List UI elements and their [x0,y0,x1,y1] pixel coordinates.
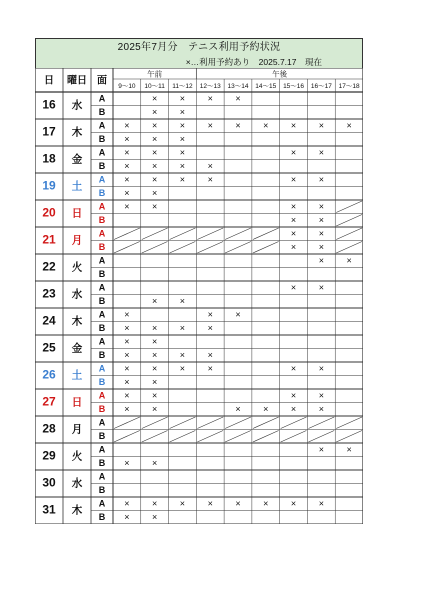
unavailable-hatch [336,431,362,443]
court-B: B [98,296,106,307]
court-A: A [98,336,106,347]
reserved-mark: × [290,120,297,131]
reserved-mark: × [124,458,130,469]
reserved-mark: × [207,161,213,172]
day-number-16: 16 [42,97,56,112]
day-number-20: 20 [42,205,56,220]
unavailable-hatch [225,242,251,254]
weekday-19: 土 [71,180,83,193]
day-number-25: 25 [42,340,56,355]
reserved-mark: × [318,282,324,293]
reserved-mark: × [290,228,297,239]
header-slot-5: 14～15 [255,83,277,91]
unavailable-hatch [197,417,223,429]
reserved-mark: × [152,296,158,307]
reserved-mark: × [318,174,324,185]
unavailable-hatch [142,417,168,429]
court-B: B [98,377,106,388]
court-A: A [98,120,106,131]
court-A: A [98,201,106,212]
reserved-mark: × [124,188,130,199]
reserved-mark: × [152,404,158,415]
reserved-mark: × [318,363,324,374]
court-B: B [98,431,106,442]
header-weekday: 曜日 [67,75,87,87]
reserved-mark: × [290,498,297,509]
header-slot-1: 10～11 [144,83,165,91]
reserved-mark: × [318,444,324,455]
reserved-mark: × [290,147,297,158]
unavailable-hatch [308,431,334,443]
day-number-17: 17 [42,124,56,139]
reserved-mark: × [207,93,213,104]
reserved-mark: × [318,498,324,509]
weekday-31: 木 [71,504,83,517]
court-A: A [98,309,106,320]
court-B: B [98,512,106,523]
court-B: B [98,161,106,172]
header-am: 午前 [147,69,163,79]
day-number-28: 28 [42,421,56,436]
reserved-mark: × [318,120,324,131]
weekday-28: 月 [71,423,83,436]
reserved-mark: × [152,161,158,172]
reserved-mark: × [124,120,130,131]
unavailable-hatch [336,201,362,213]
reserved-mark: × [290,390,297,401]
reserved-mark: × [290,201,297,212]
day-number-27: 27 [42,394,56,409]
unavailable-hatch [142,431,168,443]
unavailable-hatch [336,417,362,429]
reserved-mark: × [179,147,186,158]
court-B: B [98,134,106,145]
court-A: A [98,390,106,401]
unavailable-hatch [197,228,223,240]
unavailable-hatch [253,242,279,254]
day-number-23: 23 [42,286,56,301]
reserved-mark: × [179,174,186,185]
weekday-22: 火 [71,261,83,274]
reserved-mark: × [207,174,213,185]
unavailable-hatch [336,242,362,254]
court-A: A [98,174,106,185]
reserved-mark: × [124,134,130,145]
unavailable-hatch [170,417,196,429]
reserved-mark: × [152,323,158,334]
court-A: A [98,228,106,239]
reserved-mark: × [179,323,186,334]
reserved-mark: × [179,363,186,374]
reserved-mark: × [318,215,324,226]
reserved-mark: × [152,498,158,509]
court-B: B [98,215,106,226]
unavailable-hatch [142,242,168,254]
court-A: A [98,498,106,509]
reserved-mark: × [207,350,213,361]
reserved-mark: × [179,107,186,118]
day-number-30: 30 [42,475,56,490]
legend-note: ×…利用予約あり 2025.7.17 現在 [35,56,363,68]
reserved-mark: × [179,120,186,131]
reserved-mark: × [179,161,186,172]
day-number-31: 31 [42,502,56,517]
reserved-mark: × [124,350,130,361]
reserved-mark: × [152,512,158,523]
reserved-mark: × [346,444,352,455]
court-B: B [98,350,106,361]
weekday-21: 月 [71,234,83,247]
weekday-18: 金 [71,153,83,166]
header-slot-7: 16～17 [310,83,332,91]
reserved-mark: × [152,147,158,158]
court-B: B [98,107,106,118]
court-A: A [98,255,106,266]
unavailable-hatch [336,215,362,227]
weekday-16: 水 [71,99,83,112]
court-B: B [98,404,106,415]
reserved-mark: × [235,404,241,415]
reserved-mark: × [124,498,130,509]
unavailable-hatch [114,417,140,429]
court-A: A [98,471,106,482]
reserved-mark: × [290,404,297,415]
weekday-24: 木 [71,315,83,328]
court-B: B [98,188,106,199]
unavailable-hatch [336,228,362,240]
reserved-mark: × [124,390,130,401]
unavailable-hatch [114,242,140,254]
reserved-mark: × [152,363,158,374]
unavailable-hatch [170,242,196,254]
reserved-mark: × [152,174,158,185]
unavailable-hatch [225,431,251,443]
reserved-mark: × [152,93,158,104]
day-number-18: 18 [42,151,56,166]
reserved-mark: × [235,93,241,104]
court-A: A [98,282,106,293]
header-day: 日 [44,75,54,87]
reserved-mark: × [318,147,324,158]
header-slot-6: 15～16 [283,83,305,91]
reserved-mark: × [179,93,186,104]
reserved-mark: × [152,201,158,212]
unavailable-hatch [225,417,251,429]
reserved-mark: × [207,120,213,131]
reserved-mark: × [152,390,158,401]
weekday-30: 水 [71,477,83,490]
reserved-mark: × [124,363,130,374]
unavailable-hatch [197,431,223,443]
header-slot-0: 9～10 [118,83,136,91]
day-number-24: 24 [42,313,56,328]
reserved-mark: × [124,147,130,158]
court-B: B [98,458,106,469]
reservation-grid [35,68,363,524]
reservation-table [35,68,363,524]
header-face: 面 [97,75,107,87]
unavailable-hatch [142,228,168,240]
reserved-mark: × [179,350,186,361]
weekday-20: 日 [71,207,83,220]
unavailable-hatch [114,431,140,443]
day-number-29: 29 [42,448,56,463]
unavailable-hatch [253,228,279,240]
court-A: A [98,363,106,374]
unavailable-hatch [253,431,279,443]
reserved-mark: × [207,498,213,509]
weekday-23: 水 [71,288,83,301]
reserved-mark: × [263,120,269,131]
reserved-mark: × [263,404,269,415]
reserved-mark: × [152,134,158,145]
weekday-17: 木 [71,126,83,139]
reserved-mark: × [152,107,158,118]
day-number-26: 26 [42,367,56,382]
header-slot-4: 13～14 [227,83,249,91]
reserved-mark: × [290,282,297,293]
reserved-mark: × [152,350,158,361]
header-slot-8: 17～18 [338,83,360,91]
day-number-19: 19 [42,178,56,193]
reserved-mark: × [346,255,352,266]
reserved-mark: × [290,242,297,253]
reserved-mark: × [124,161,130,172]
weekday-26: 土 [71,369,83,382]
unavailable-hatch [170,228,196,240]
reserved-mark: × [124,309,130,320]
page-title: 2025年7月分 テニス利用予約状況 [35,38,363,56]
reserved-mark: × [152,188,158,199]
reserved-mark: × [235,120,241,131]
reserved-mark: × [318,228,324,239]
header-slot-3: 12～13 [199,83,221,91]
reserved-mark: × [124,323,130,334]
reserved-mark: × [318,390,324,401]
day-number-21: 21 [42,232,56,247]
unavailable-hatch [281,431,307,443]
reserved-mark: × [152,377,158,388]
court-B: B [98,242,106,253]
header-slot-2: 11～12 [172,83,193,91]
reserved-mark: × [207,323,213,334]
reserved-mark: × [290,174,297,185]
reserved-mark: × [290,215,297,226]
reserved-mark: × [152,120,158,131]
weekday-29: 火 [71,450,83,463]
header-pm: 午後 [272,69,288,79]
unavailable-hatch [281,417,307,429]
court-B: B [98,485,106,496]
reserved-mark: × [124,201,130,212]
reserved-mark: × [235,498,241,509]
reserved-mark: × [263,498,269,509]
court-A: A [98,93,106,104]
reserved-mark: × [318,255,324,266]
reserved-mark: × [124,174,130,185]
unavailable-hatch [225,228,251,240]
day-number-22: 22 [42,259,56,274]
unavailable-hatch [253,417,279,429]
reserved-mark: × [179,296,186,307]
reserved-mark: × [318,242,324,253]
reserved-mark: × [179,134,186,145]
court-A: A [98,444,106,455]
reserved-mark: × [318,201,324,212]
reserved-mark: × [124,404,130,415]
unavailable-hatch [308,417,334,429]
reserved-mark: × [235,309,241,320]
reserved-mark: × [124,336,130,347]
reserved-mark: × [318,404,324,415]
reserved-mark: × [207,363,213,374]
reserved-mark: × [346,120,352,131]
reserved-mark: × [290,363,297,374]
reserved-mark: × [152,336,158,347]
reserved-mark: × [207,309,213,320]
reserved-mark: × [179,498,186,509]
reserved-mark: × [124,512,130,523]
weekday-27: 日 [71,396,83,409]
court-A: A [98,147,106,158]
court-B: B [98,269,106,280]
reserved-mark: × [124,377,130,388]
unavailable-hatch [197,242,223,254]
weekday-25: 金 [71,342,83,355]
reserved-mark: × [152,458,158,469]
unavailable-hatch [170,431,196,443]
court-A: A [98,417,106,428]
reservation-sheet [35,38,363,524]
court-B: B [98,323,106,334]
unavailable-hatch [114,228,140,240]
